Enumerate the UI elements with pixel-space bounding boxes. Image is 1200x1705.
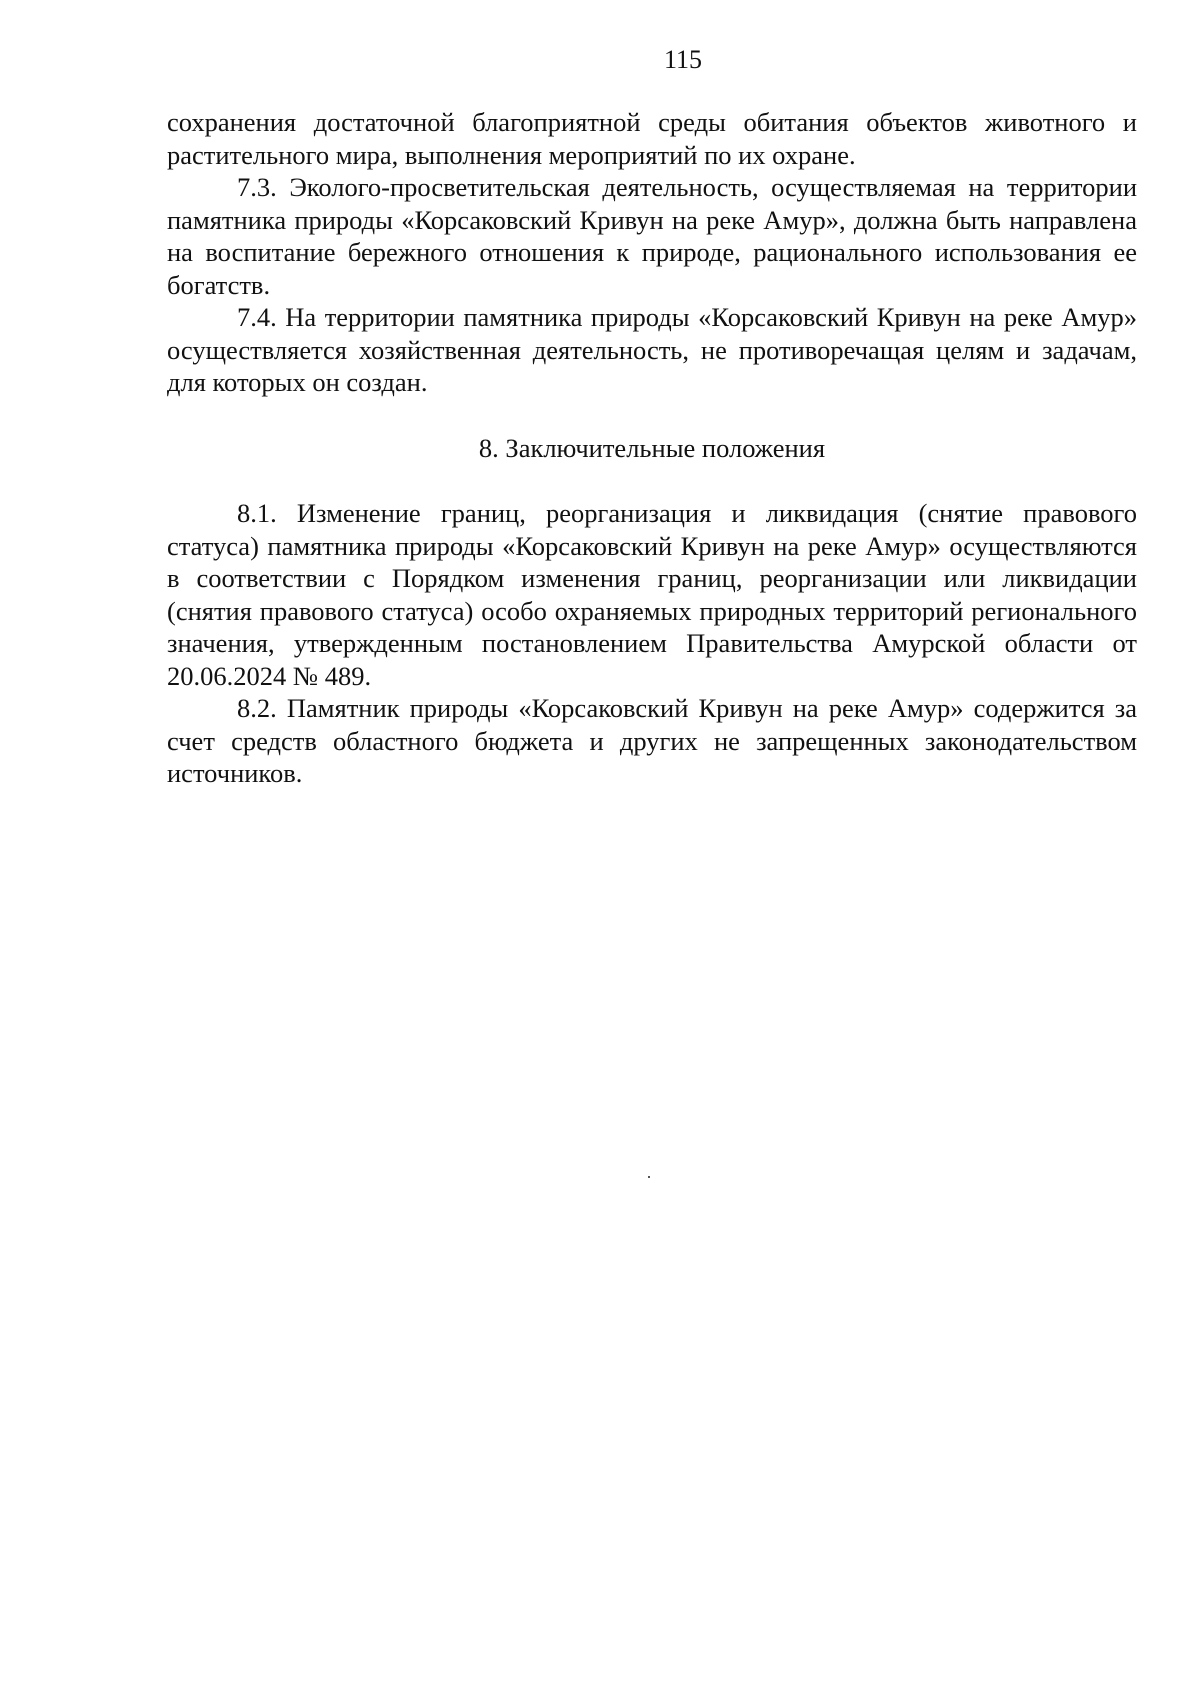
paragraph-7-4: 7.4. На территории памятника природы «Корсаковский Кривун на реке Амур» осуществляется хозяйственная деятельность, не противоречащая целям и задачам, для которых он создан. — [167, 302, 1137, 397]
paragraph-7-3: 7.3. Эколого-просветительская деятельность, осуществляемая на территории памятника природы «Корсаковский Кривун на реке Амур», должна быть направлена на воспитание бережного отношения к природе, рационального использования ее богатств. — [167, 172, 1137, 300]
paragraph-8-2: 8.2. Памятник природы «Корсаковский Кривун на реке Амур» содержится за счет средств областного бюджета и других не запрещенных законодательством источников. — [167, 693, 1137, 788]
document-body — [167, 106, 1137, 790]
page-number: 115 — [663, 45, 703, 74]
section-heading-8 — [167, 432, 1137, 465]
paragraph-continuation: сохранения достаточной благоприятной среды обитания объектов животного и растительного мира, выполнения мероприятий по их охране. — [167, 107, 1137, 170]
scan-dot-mark — [648, 1176, 650, 1178]
paragraph-8-1: 8.1. Изменение границ, реорганизация и ликвидация (снятие правового статуса) памятника природы «Корсаковский Кривун на реке Амур» осуществляются в соответствии с Порядком изменения границ, реорганизации или ликвидации (снятия правового статуса) особо охраняемых природных территорий регионального значения, утвержденным постановлением Правительства Амурской области от 20.06.2024 № 489. — [167, 498, 1137, 691]
section-heading-8-text: 8. Заключительные положения — [478, 432, 826, 463]
